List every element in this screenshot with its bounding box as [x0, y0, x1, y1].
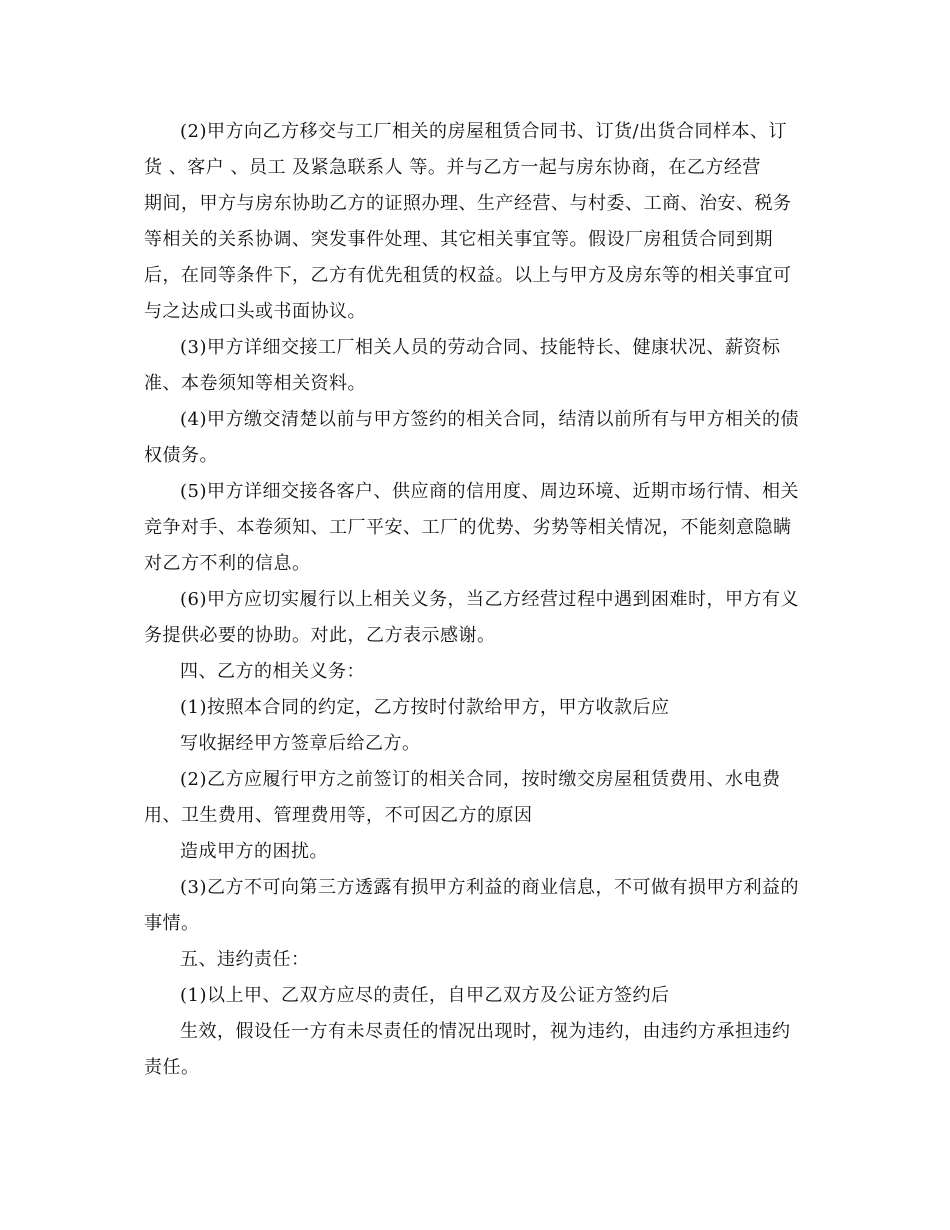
document-line: 务提供必要的协助。对此，乙方表示感谢。 — [144, 625, 496, 646]
document-line: (4)甲方缴交清楚以前与甲方签约的相关合同，结清以前所有与甲方相关的债 — [180, 409, 799, 430]
document-line: (6)甲方应切实履行以上相关义务，当乙方经营过程中遇到困难时，甲方有义 — [180, 589, 799, 610]
document-line: 四、乙方的相关义务： — [180, 661, 365, 682]
document-line: (2)乙方应履行甲方之前签订的相关合同，按时缴交房屋租赁费用、水电费 — [180, 769, 781, 790]
document-line: 写收据经甲方签章后给乙方。 — [180, 733, 421, 754]
document-line: 与之达成口头或书面协议。 — [144, 301, 366, 322]
document-line: 权债务。 — [144, 445, 218, 466]
document-line: 货 、客户 、员工 及紧急联系人 等。并与乙方一起与房东协商，在乙方经营 — [144, 157, 761, 178]
document-line: (1)以上甲、乙双方应尽的责任，自甲乙双方及公证方签约后 — [180, 985, 670, 1006]
document-line: 竞争对手、本卷须知、工厂平安、工厂的优势、劣势等相关情况，不能刻意隐瞒 — [144, 517, 792, 538]
document-line: 生效，假设任一方有未尽责任的情况出现时，视为违约，由违约方承担违约 — [180, 1021, 791, 1042]
document-line: 后，在同等条件下，乙方有优先租赁的权益。以上与甲方及房东等的相关事宜可 — [144, 265, 792, 286]
document-line: 造成甲方的困扰。 — [180, 841, 328, 862]
document-line: 期间，甲方与房东协助乙方的证照办理、生产经营、与村委、工商、治安、税务 — [144, 193, 792, 214]
document-line: (3)甲方详细交接工厂相关人员的劳动合同、技能特长、健康状况、薪资标 — [180, 337, 781, 358]
document-line: 用、卫生费用、管理费用等，不可因乙方的原因 — [144, 805, 533, 826]
document-line: (1)按照本合同的约定，乙方按时付款给甲方，甲方收款后应 — [180, 697, 670, 718]
document-line: (3)乙方不可向第三方透露有损甲方利益的商业信息，不可做有损甲方利益的 — [180, 877, 799, 898]
document-line: 准、本卷须知等相关资料。 — [144, 373, 366, 394]
document-line: 五、违约责任： — [180, 949, 310, 970]
document-line: 对乙方不利的信息。 — [144, 553, 311, 574]
document-line: (2)甲方向乙方移交与工厂相关的房屋租赁合同书、订货/出货合同样本、订 — [180, 121, 788, 142]
document-line: (5)甲方详细交接各客户、供应商的信用度、周边环境、近期市场行情、相关 — [180, 481, 799, 502]
document-body — [144, 114, 814, 1086]
document-line: 等相关的关系协调、突发事件处理、其它相关事宜等。假设厂房租赁合同到期 — [144, 229, 773, 250]
document-line: 事情。 — [144, 913, 200, 934]
document-line: 责任。 — [144, 1057, 200, 1078]
